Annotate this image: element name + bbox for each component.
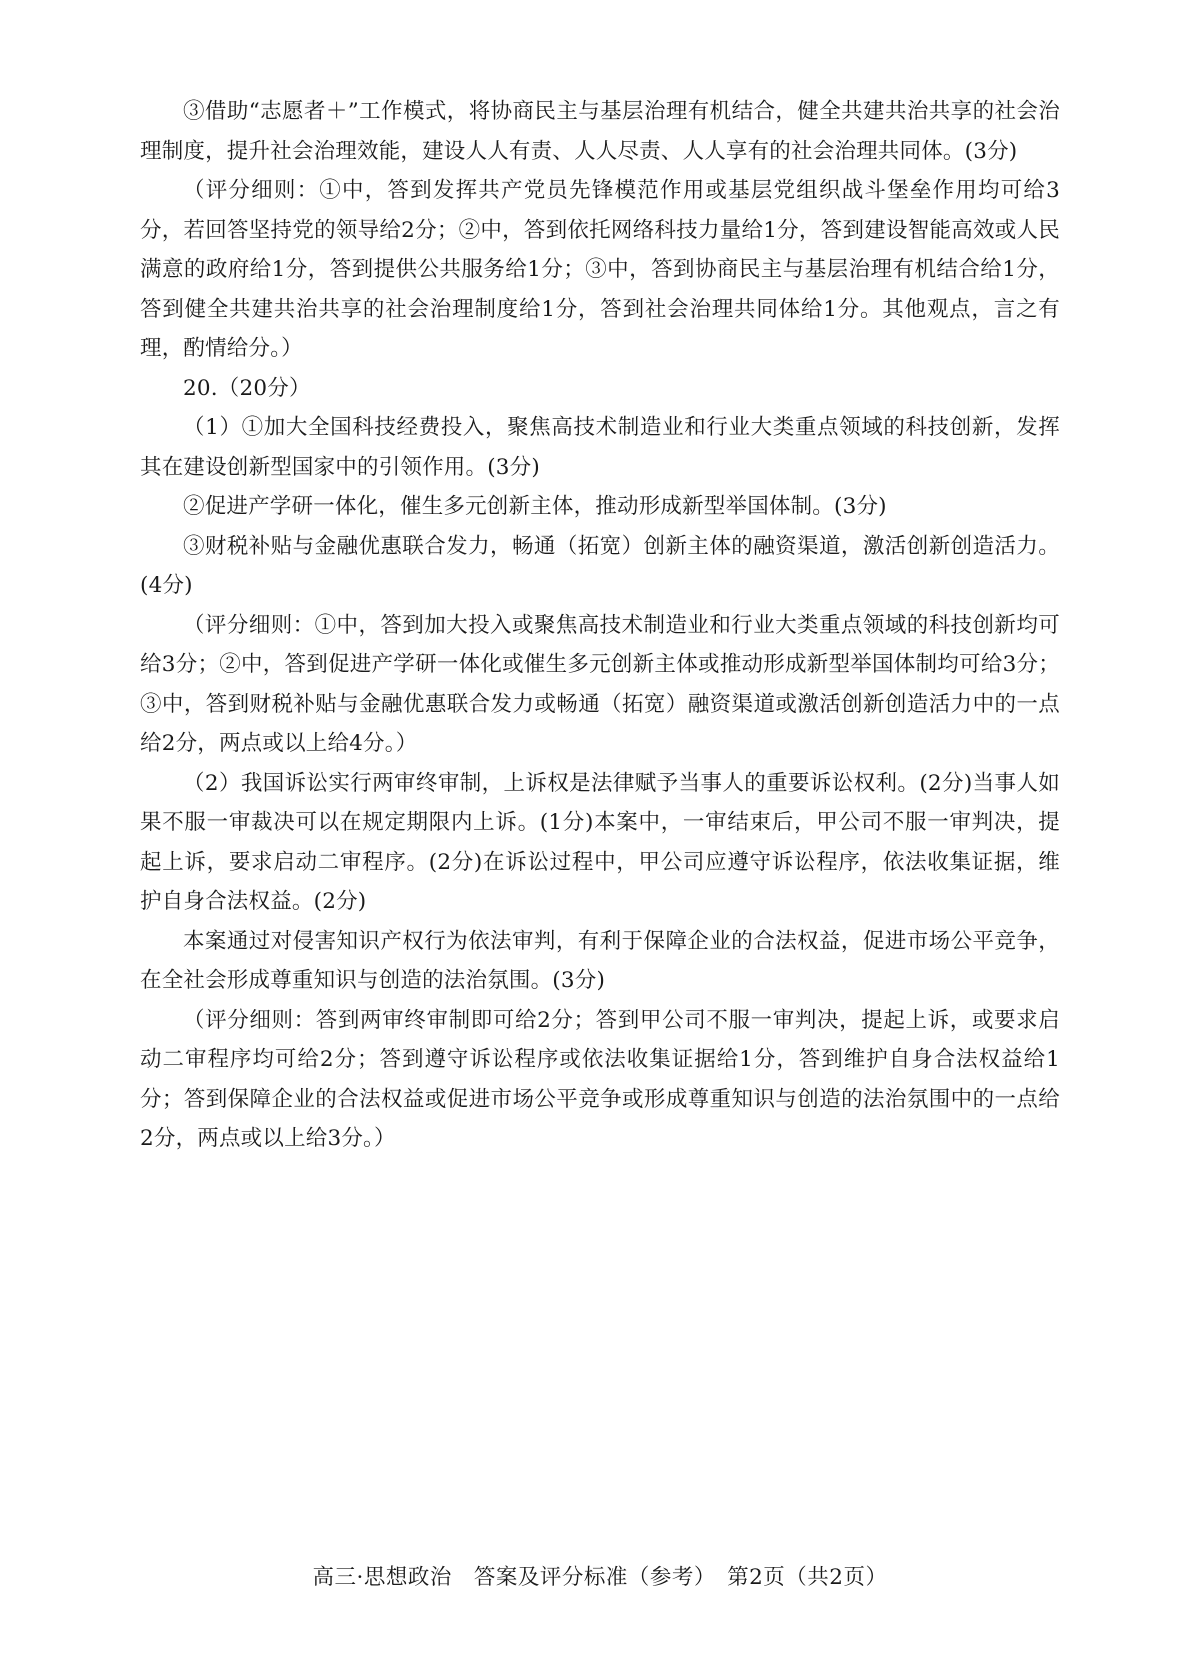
answer-paragraph-20-1-1: （1）①加大全国科技经费投入，聚焦高技术制造业和行业大类重点领域的科技创新，发挥其在建设创新型国家中的引领作用。(3分) [140,415,1060,480]
answer-paragraph-20-1-3: ③财税补贴与金融优惠联合发力，畅通（拓宽）创新主体的融资渠道，激活创新创造活力。(4分) [140,533,1060,598]
answer-paragraph-19-3: ③借助“志愿者＋”工作模式，将协商民主与基层治理有机结合，健全共建共治共享的社会治理制度，提升社会治理效能，建设人人有责、人人尽责、人人享有的社会治理共同体。(3分) [140,99,1060,164]
document-body [140,92,1060,1159]
answer-paragraph-20-2-significance: 本案通过对侵害知识产权行为依法审判，有利于保障企业的合法权益，促进市场公平竞争，在全社会形成尊重知识与创造的法治氛围。(3分) [140,928,1060,993]
scoring-details-20-1: （评分细则：①中，答到加大投入或聚焦高技术制造业和行业大类重点领域的科技创新均可给3分；②中，答到促进产学研一体化或催生多元创新主体或推动形成新型举国体制均可给3分；③中，答到财税补贴与金融优惠联合发力或畅通（拓宽）融资渠道或激活创新创造活力中的一点给2分，两点或以上给4分。） [140,612,1060,756]
answer-paragraph-20-1-2: ②促进产学研一体化，催生多元创新主体，推动形成新型举国体制。(3分) [183,494,887,519]
scoring-details-20-2: （评分细则：答到两审终审制即可给2分；答到甲公司不服一审判决，提起上诉，或要求启动二审程序均可给2分；答到遵守诉讼程序或依法收集证据给1分，答到维护自身合法权益给1分；答到保障企业的合法权益或促进市场公平竞争或形成尊重知识与创造的法治氛围中的一点给2分，两点或以上给3分。） [140,1007,1060,1151]
scoring-details-19: （评分细则：①中，答到发挥共产党员先锋模范作用或基层党组织战斗堡垒作用均可给3分，若回答坚持党的领导给2分；②中，答到依托网络科技力量给1分，答到建设智能高效或人民满意的政府给1分，答到提供公共服务给1分；③中，答到协商民主与基层治理有机结合给1分，答到健全共建共治共享的社会治理制度给1分，答到社会治理共同体给1分。其他观点，言之有理，酌情给分。） [140,178,1060,361]
answer-paragraph-20-2: （2）我国诉讼实行两审终审制，上诉权是法律赋予当事人的重要诉讼权利。(2分)当事人如果不服一审裁决可以在规定期限内上诉。(1分)本案中，一审结束后，甲公司不服一审判决，提起上诉，要求启动二审程序。(2分)在诉讼过程中，甲公司应遵守诉讼程序，依法收集证据，维护自身合法权益。(2分) [140,770,1060,914]
page-footer: 高三·思想政治 答案及评分标准（参考） 第2页（共2页） [312,1565,888,1590]
question-20-heading: 20.（20分） [183,375,311,401]
